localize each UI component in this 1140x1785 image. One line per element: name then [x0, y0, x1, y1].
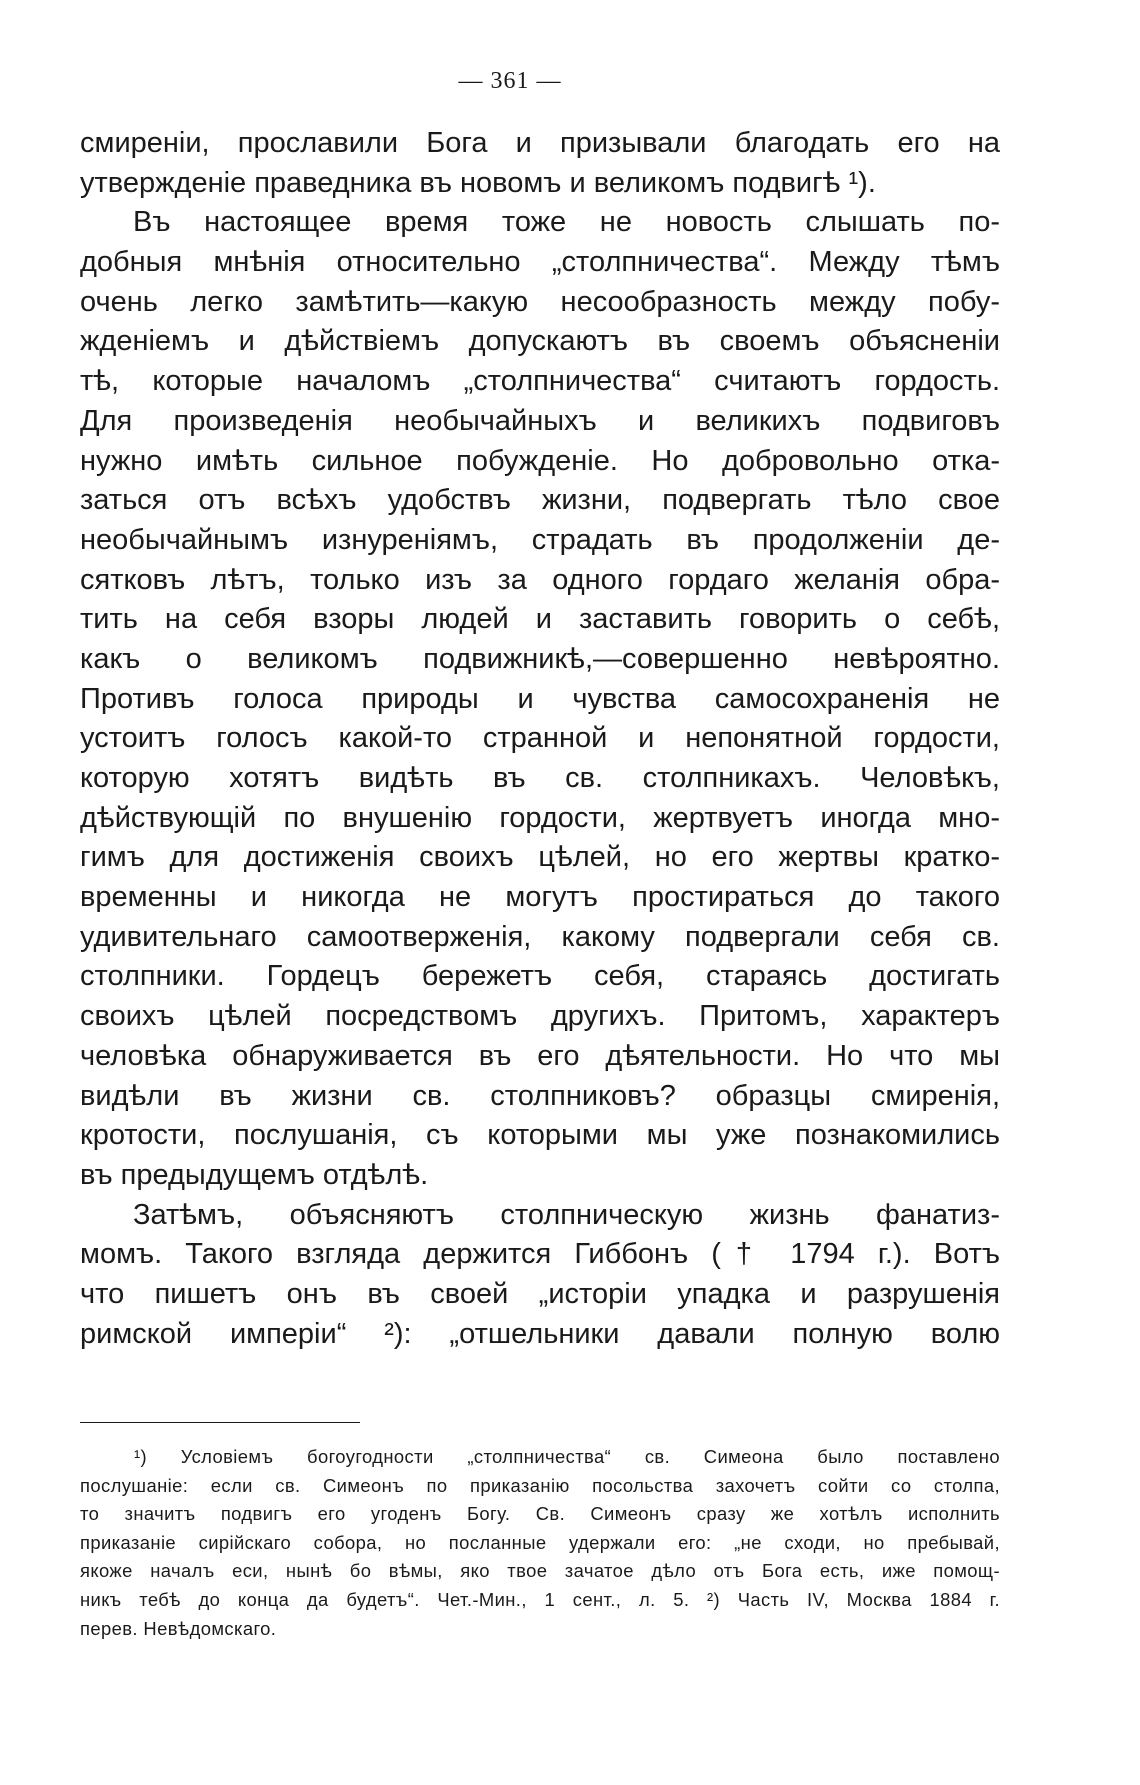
text-line: очень легко замѣтить—какую несообразность между побу-	[80, 285, 1000, 318]
text-line: какъ о великомъ подвижникѣ,—совершенно невѣроятно.	[80, 642, 1000, 675]
footnote-line: перев. Невѣдомскаго.	[80, 1617, 277, 1639]
text-line: которую хотятъ видѣть въ св. столпникахъ. Человѣкъ,	[80, 762, 1000, 794]
footnotes	[80, 1443, 1000, 1643]
main-text	[80, 124, 1000, 1354]
text-line: момъ. Такого взгляда держится Гиббонъ († 1794 г.). Вотъ	[80, 1238, 1000, 1271]
text-line: устоитъ голосъ какой-то странной и непонятной гордости,	[80, 722, 1000, 755]
text-line: удивительнаго самоотверженiя, какому подвергали себя св.	[80, 920, 1000, 953]
text-line: гимъ для достиженiя своихъ цѣлей, но его жертвы кратко-	[80, 841, 1000, 874]
text-line: временны и никогда не могутъ простираться до такого	[80, 881, 1000, 914]
text-line: Для произведенiя необычайныхъ и великихъ подвиговъ	[80, 404, 1000, 437]
text-line: римской имперiи“ ²): „отшельники давали полную волю	[80, 1317, 1000, 1350]
text-line: утвержденiе праведника въ новомъ и великомъ подвигѣ ¹).	[80, 166, 876, 199]
text-line: сятковъ лѣтъ, только изъ за одного гордаго желанiя обра-	[80, 563, 1000, 596]
text-line: заться отъ всѣхъ удобствъ жизни, подвергать тѣло свое	[80, 484, 1000, 517]
text-line: своихъ цѣлей посредствомъ другихъ. Притомъ, характеръ	[80, 1000, 1000, 1033]
text-line: видѣли въ жизни св. столпниковъ? образцы смиренiя,	[80, 1079, 1000, 1112]
footnote-line: приказанiе сирiйскаго собора, но посланные удержали его: „не сходи, но пребывай,	[80, 1531, 1000, 1553]
text-line: Въ настоящее время тоже не новость слышать по-	[133, 206, 1000, 239]
text-line: дѣйствующiй по внушенiю гордости, жертвуетъ иногда мно-	[80, 801, 1000, 834]
page-number: — 361 —	[458, 68, 562, 94]
text-line: что пишетъ онъ въ своей „исторiи упадка и разрушенiя	[80, 1277, 1000, 1310]
footnote-line: никъ тебѣ до конца да будетъ“. Чет.-Мин., 1 сент., л. 5. ²) Часть IV, Москва 1884 г.	[80, 1588, 1000, 1610]
text-line: человѣка обнаруживается въ его дѣятельности. Но что мы	[80, 1039, 1000, 1072]
text-line: жденiемъ и дѣйствiемъ допускаютъ въ своемъ объясненiи	[80, 325, 1000, 358]
text-line: кротости, послушанiя, съ которыми мы уже познакомились	[80, 1119, 1000, 1152]
text-line: Противъ голоса природы и чувства самосохраненiя не	[80, 682, 1000, 715]
text-line: нужно имѣть сильное побужденiе. Но добровольно отка-	[80, 444, 1000, 477]
text-line: въ предыдущемъ отдѣлѣ.	[80, 1158, 429, 1191]
text-line: тить на себя взоры людей и заставить говорить о себѣ,	[80, 603, 1000, 636]
footnote-line: то значитъ подвигъ его угоденъ Богу. Св. Симеонъ сразу же хотѣлъ исполнить	[80, 1503, 1000, 1525]
footnote-separator	[80, 1422, 360, 1423]
text-line: смиренiи, прославили Бога и призывали благодать его на	[80, 127, 1000, 159]
text-line: столпники. Гордецъ бережетъ себя, стараясь достигать	[80, 960, 1000, 993]
footnote-line: якоже началъ еси, нынѣ бо вѣмы, яко твое зачатое дѣло отъ Бога есть, иже помощ-	[80, 1560, 1000, 1582]
text-line: необычайнымъ изнуренiямъ, страдать въ продолженiи де-	[80, 523, 1000, 556]
text-line: тѣ, которые началомъ „столпничества“ считаютъ гордость.	[80, 365, 1000, 398]
text-line: добныя мнѣнiя относительно „столпничества“. Между тѣмъ	[80, 246, 1000, 279]
footnote-line: послушанiе: если св. Симеонъ по приказанiю посольства захочетъ сойти со столпа,	[80, 1474, 1000, 1496]
text-line: Затѣмъ, объясняютъ столпническую жизнь фанатиз-	[133, 1198, 1000, 1231]
footnote-line: ¹) Условiемъ богоугодности „столпничества“ св. Симеона было поставлено	[134, 1446, 1000, 1467]
